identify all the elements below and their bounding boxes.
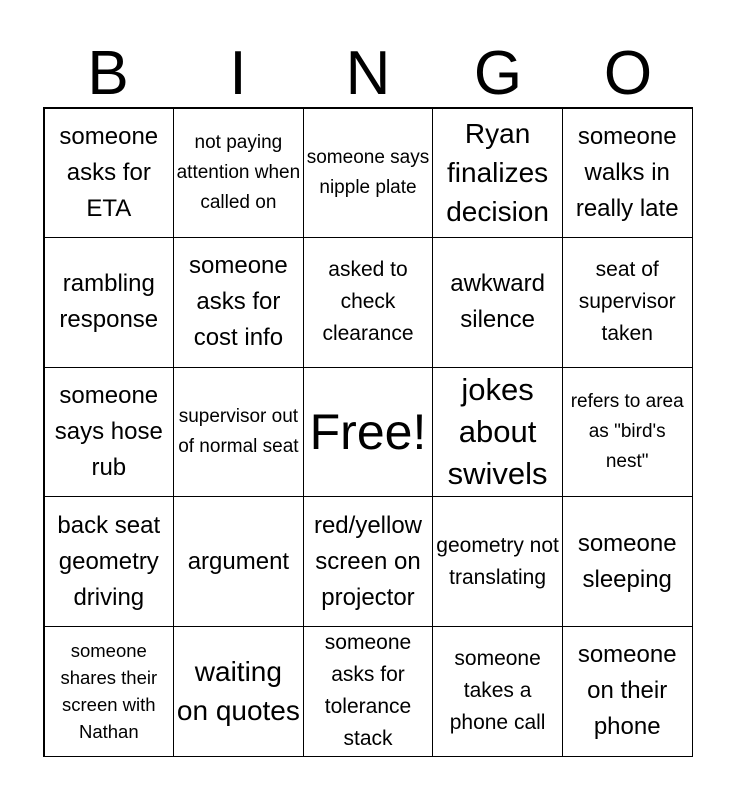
header-letter-i: I <box>229 39 247 108</box>
bingo-cell[interactable] <box>44 626 175 757</box>
bingo-cell[interactable] <box>44 367 175 498</box>
cell-text: someone asks for ETA <box>59 122 159 222</box>
bingo-cell[interactable] <box>303 496 434 627</box>
bingo-cell[interactable] <box>432 108 563 239</box>
cell-text: someone sleeping <box>577 529 677 593</box>
cell-text: argument <box>187 547 290 575</box>
bingo-cell[interactable] <box>303 237 434 368</box>
bingo-cell[interactable] <box>173 108 304 239</box>
bingo-cell[interactable] <box>562 367 693 498</box>
bingo-cell[interactable] <box>44 237 175 368</box>
header-letter-n: N <box>345 39 391 108</box>
bingo-cell[interactable] <box>173 237 304 368</box>
bingo-cell[interactable] <box>562 496 693 627</box>
bingo-cell[interactable] <box>173 626 304 757</box>
cell-text: someone takes a phone call <box>449 647 546 735</box>
cell-text: asked to check clearance <box>322 258 414 346</box>
bingo-header <box>43 40 693 108</box>
bingo-cell-free[interactable] <box>303 367 434 498</box>
cell-text: Ryan finalizes decision <box>446 118 549 228</box>
header-letter-g: G <box>473 39 523 108</box>
header-letter-b: B <box>87 39 129 108</box>
cell-text: someone says nipple plate <box>306 146 430 198</box>
cell-text: rambling response <box>59 270 159 334</box>
bingo-cell[interactable] <box>562 237 693 368</box>
cell-text: geometry not translating <box>436 533 559 589</box>
cell-text: someone on their phone <box>577 641 677 741</box>
cell-text: someone asks for tolerance stack <box>324 631 412 751</box>
bingo-cell[interactable] <box>562 108 693 239</box>
cell-text: awkward silence <box>450 270 545 334</box>
cell-text: red/yellow screen on projector <box>313 511 423 611</box>
bingo-cell[interactable] <box>44 496 175 627</box>
cell-text: someone says hose rub <box>54 381 163 481</box>
cell-text: supervisor out of normal seat <box>178 405 299 457</box>
cell-text: waiting on quotes <box>176 656 300 727</box>
cell-text: refers to area as "bird's nest" <box>570 390 684 472</box>
bingo-cell[interactable] <box>562 626 693 757</box>
bingo-cell[interactable] <box>303 108 434 239</box>
bingo-cell[interactable] <box>44 108 175 239</box>
cell-text: seat of supervisor taken <box>578 258 676 346</box>
cell-text: not paying attention when called on <box>176 131 301 213</box>
bingo-cell[interactable] <box>303 626 434 757</box>
bingo-cell[interactable] <box>173 367 304 498</box>
bingo-cell[interactable] <box>432 367 563 498</box>
bingo-cell[interactable] <box>432 626 563 757</box>
cell-text: back seat geometry driving <box>57 511 161 611</box>
cell-text: someone shares their screen with Nathan <box>60 640 158 743</box>
cell-text: jokes about swivels <box>447 372 548 491</box>
cell-text: someone walks in really late <box>575 122 679 222</box>
bingo-grid <box>43 107 693 757</box>
header-letter-o: O <box>603 39 653 108</box>
bingo-cell[interactable] <box>432 496 563 627</box>
free-space-text: Free! <box>309 403 427 460</box>
bingo-cell[interactable] <box>432 237 563 368</box>
cell-text: someone asks for cost info <box>189 252 288 352</box>
bingo-cell[interactable] <box>173 496 304 627</box>
